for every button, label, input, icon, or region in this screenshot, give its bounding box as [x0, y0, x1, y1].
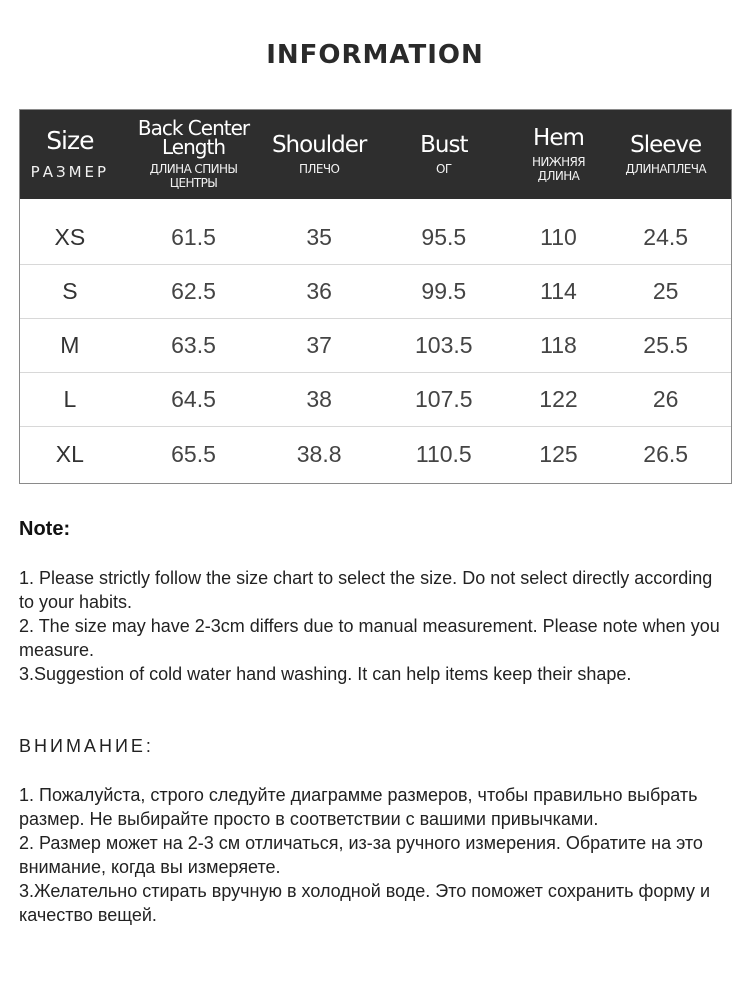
cell-hem: 125 [539, 440, 578, 467]
ru-note-heading: ВНИМАНИЕ: [19, 736, 154, 756]
table-row [20, 373, 731, 427]
table-row [20, 211, 731, 265]
table-body [20, 199, 731, 481]
cell-size: S [62, 278, 78, 304]
note-item: 2. The size may have 2-3cm differs due to manual measurement. Please note when you measure. [19, 616, 720, 660]
cell-back-center-length: 62.5 [171, 278, 216, 304]
cell-sleeve: 26.5 [643, 440, 689, 467]
note-heading: Note: [19, 518, 71, 540]
cell-shoulder: 36 [306, 278, 332, 304]
cell-back-center-length: 65.5 [171, 440, 216, 467]
cell-back-center-length: 61.5 [171, 224, 216, 250]
cell-sleeve: 24.5 [643, 224, 689, 250]
header-size-ru: РАЗМЕР [30, 163, 110, 182]
size-chart-table [19, 109, 732, 484]
table-row [20, 319, 731, 373]
ru-note-item: 3.Желательно стирать вручную в холодной воде. Это поможет сохранить форму и качество вещей. [19, 881, 711, 925]
note-item: 3.Suggestion of cold water hand washing. It can help items keep their shape. [19, 664, 632, 684]
cell-size: XS [54, 224, 86, 250]
ru-note-item: 1. Пожалуйста, строго следуйте диаграмме размеров, чтобы правильно выбрать размер. Не выбирайте просто в соответствии с вашими привычками. [19, 785, 698, 829]
cell-size: XL [55, 440, 84, 467]
header-hem-en: Hem [533, 125, 584, 152]
header-back-center-length-ru: ДЛИНА СПИНЫ ЦЕНТРЫ [149, 162, 238, 190]
table-row [20, 427, 731, 481]
cell-shoulder: 37 [306, 332, 332, 358]
header-size-en: Size [46, 126, 94, 156]
cell-back-center-length: 63.5 [171, 332, 216, 358]
cell-size: M [60, 332, 80, 358]
table-header [20, 110, 731, 199]
header-hem [517, 110, 601, 199]
cell-sleeve: 25 [652, 278, 679, 304]
header-shoulder-en: Shoulder [271, 131, 367, 158]
header-back-center-length-en: Back Center Length [137, 116, 250, 160]
ru-note-list [19, 783, 731, 927]
cell-bust: 95.5 [421, 224, 467, 250]
table-row [20, 265, 731, 319]
cell-bust: 107.5 [415, 386, 473, 412]
cell-bust: 99.5 [421, 278, 467, 304]
cell-back-center-length: 64.5 [171, 386, 216, 412]
header-size [20, 110, 120, 199]
header-sleeve-ru: ДЛИНАПЛЕЧА [625, 161, 707, 176]
cell-hem: 118 [540, 332, 577, 358]
header-sleeve-en: Sleeve [630, 131, 702, 158]
note-list [19, 566, 729, 686]
cell-hem: 122 [539, 386, 578, 412]
cell-shoulder: 38.8 [296, 440, 342, 467]
note-item: 1. Please strictly follow the size chart to select the size. Do not select directly according to your habits. [19, 568, 713, 612]
header-bust-en: Bust [420, 131, 468, 158]
cell-bust: 110.5 [415, 440, 472, 467]
header-shoulder [267, 110, 371, 199]
cell-bust: 103.5 [415, 332, 473, 358]
header-hem-ru: НИЖНЯЯ ДЛИНА [531, 155, 585, 183]
ru-note-item: 2. Размер может на 2-3 см отличаться, из-за ручного измерения. Обратите на это внимание, когда вы измеряете. [19, 833, 703, 877]
cell-hem: 114 [540, 278, 577, 304]
cell-sleeve: 26 [652, 386, 679, 412]
header-back-center-length [120, 110, 268, 199]
header-bust-ru: ОГ [436, 161, 452, 176]
cell-hem: 110 [540, 224, 577, 250]
cell-size: L [63, 386, 77, 412]
cell-shoulder: 35 [306, 224, 332, 250]
header-sleeve [600, 110, 731, 199]
page-title: INFORMATION [266, 40, 484, 70]
cell-sleeve: 25.5 [643, 332, 689, 358]
header-shoulder-ru: ПЛЕЧО [298, 161, 340, 176]
cell-shoulder: 38 [306, 386, 332, 412]
header-bust [371, 110, 517, 199]
